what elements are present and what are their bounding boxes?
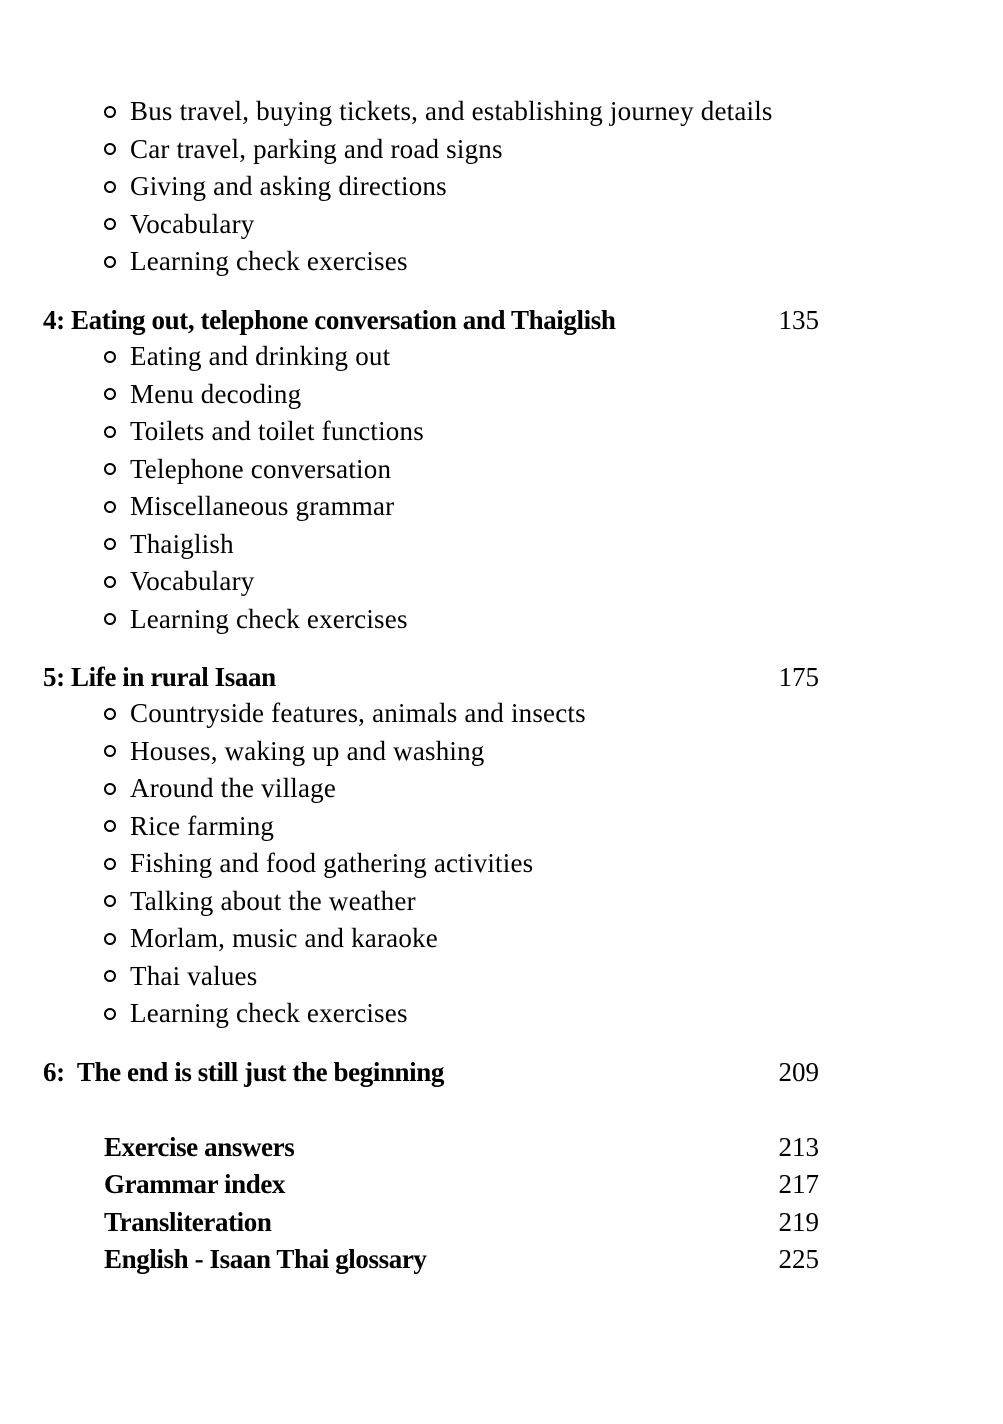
topic-label: Giving and asking directions: [130, 171, 447, 201]
section3-topic-list: [104, 93, 773, 281]
appendix-title: Exercise answers: [104, 1132, 295, 1162]
circle-bullet-icon: [104, 143, 116, 155]
circle-bullet-icon: [104, 970, 116, 982]
chapter-4-heading: [43, 301, 819, 339]
chapter-page-number: 209: [778, 1057, 819, 1087]
list-item: [104, 695, 586, 733]
chapter-5-topic-list: [104, 695, 586, 1033]
topic-label: Car travel, parking and road signs: [130, 133, 503, 164]
circle-bullet-icon: [104, 820, 116, 832]
circle-bullet-icon: [104, 463, 116, 475]
chapter-title: 5: Life in rural Isaan: [43, 662, 276, 692]
topic-label: Fishing and food gathering activities: [130, 848, 534, 878]
list-item: [104, 93, 773, 131]
appendix-page-number: 219: [778, 1207, 819, 1237]
appendix-title: Transliteration: [104, 1207, 272, 1237]
circle-bullet-icon: [104, 181, 116, 193]
circle-bullet-icon: [104, 538, 116, 550]
circle-bullet-icon: [104, 576, 116, 588]
chapter-title: 6: The end is still just the beginning: [43, 1057, 444, 1087]
list-item: [104, 206, 773, 244]
circle-bullet-icon: [104, 256, 116, 268]
topic-label: Learning check exercises: [130, 246, 408, 276]
topic-label: Learning check exercises: [130, 998, 408, 1028]
topic-label: Telephone conversation: [130, 453, 392, 484]
circle-bullet-icon: [104, 933, 116, 945]
topic-label: Menu decoding: [130, 378, 302, 409]
topic-label: Rice farming: [130, 810, 275, 841]
topic-label: Learning check exercises: [130, 603, 408, 634]
list-item: [104, 808, 586, 846]
topic-label: Miscellaneous grammar: [130, 491, 395, 521]
circle-bullet-icon: [104, 501, 116, 513]
list-item: [104, 770, 586, 808]
topic-label: Morlam, music and karaoke: [130, 923, 438, 953]
topic-label: Thaiglish: [130, 528, 234, 559]
list-item: [104, 168, 773, 206]
topic-label: Around the village: [130, 773, 337, 803]
topic-label: Vocabulary: [130, 566, 255, 596]
appendix-entry: [104, 1128, 819, 1166]
list-item: [104, 451, 424, 489]
topic-label: Toilets and toilet functions: [130, 416, 424, 446]
chapter-title: 4: Eating out, telephone conversation and Thaiglish: [43, 305, 616, 335]
appendix-page-number: 217: [778, 1169, 819, 1199]
list-item: [104, 488, 424, 526]
circle-bullet-icon: [104, 106, 116, 118]
circle-bullet-icon: [104, 783, 116, 795]
chapter-page-number: 175: [778, 662, 819, 692]
chapter-6-heading: [43, 1053, 819, 1091]
topic-label: Eating and drinking out: [130, 341, 391, 371]
appendix-entry: [104, 1203, 819, 1241]
appendix-page-number: 213: [778, 1132, 819, 1162]
topic-label: Houses, waking up and washing: [130, 735, 485, 766]
list-item: [104, 601, 424, 639]
chapter-page-number: 135: [778, 305, 819, 335]
list-item: [104, 995, 586, 1033]
circle-bullet-icon: [104, 1008, 116, 1020]
topic-label: Talking about the weather: [130, 885, 416, 916]
appendix-page-number: 225: [778, 1244, 819, 1274]
list-item: [104, 413, 424, 451]
list-item: [104, 733, 586, 771]
circle-bullet-icon: [104, 351, 116, 363]
circle-bullet-icon: [104, 426, 116, 438]
list-item: [104, 563, 424, 601]
list-item: [104, 131, 773, 169]
topic-label: Vocabulary: [130, 208, 255, 239]
topic-label: Countryside features, animals and insects: [130, 698, 586, 728]
circle-bullet-icon: [104, 388, 116, 400]
chapter-4-topic-list: [104, 338, 424, 638]
list-item: [104, 845, 586, 883]
list-item: [104, 338, 424, 376]
circle-bullet-icon: [104, 858, 116, 870]
circle-bullet-icon: [104, 613, 116, 625]
topic-label: Thai values: [130, 960, 258, 991]
circle-bullet-icon: [104, 218, 116, 230]
chapter-5-heading: [43, 658, 819, 696]
appendix-entry: [104, 1240, 819, 1278]
list-item: [104, 526, 424, 564]
circle-bullet-icon: [104, 745, 116, 757]
appendix-title: Grammar index: [104, 1169, 286, 1199]
appendix-title: English - Isaan Thai glossary: [104, 1244, 427, 1274]
circle-bullet-icon: [104, 895, 116, 907]
list-item: [104, 883, 586, 921]
list-item: [104, 958, 586, 996]
circle-bullet-icon: [104, 708, 116, 720]
list-item: [104, 243, 773, 281]
list-item: [104, 920, 586, 958]
topic-label: Bus travel, buying tickets, and establishing journey details: [130, 96, 773, 126]
list-item: [104, 376, 424, 414]
appendix-entry: [104, 1165, 819, 1203]
